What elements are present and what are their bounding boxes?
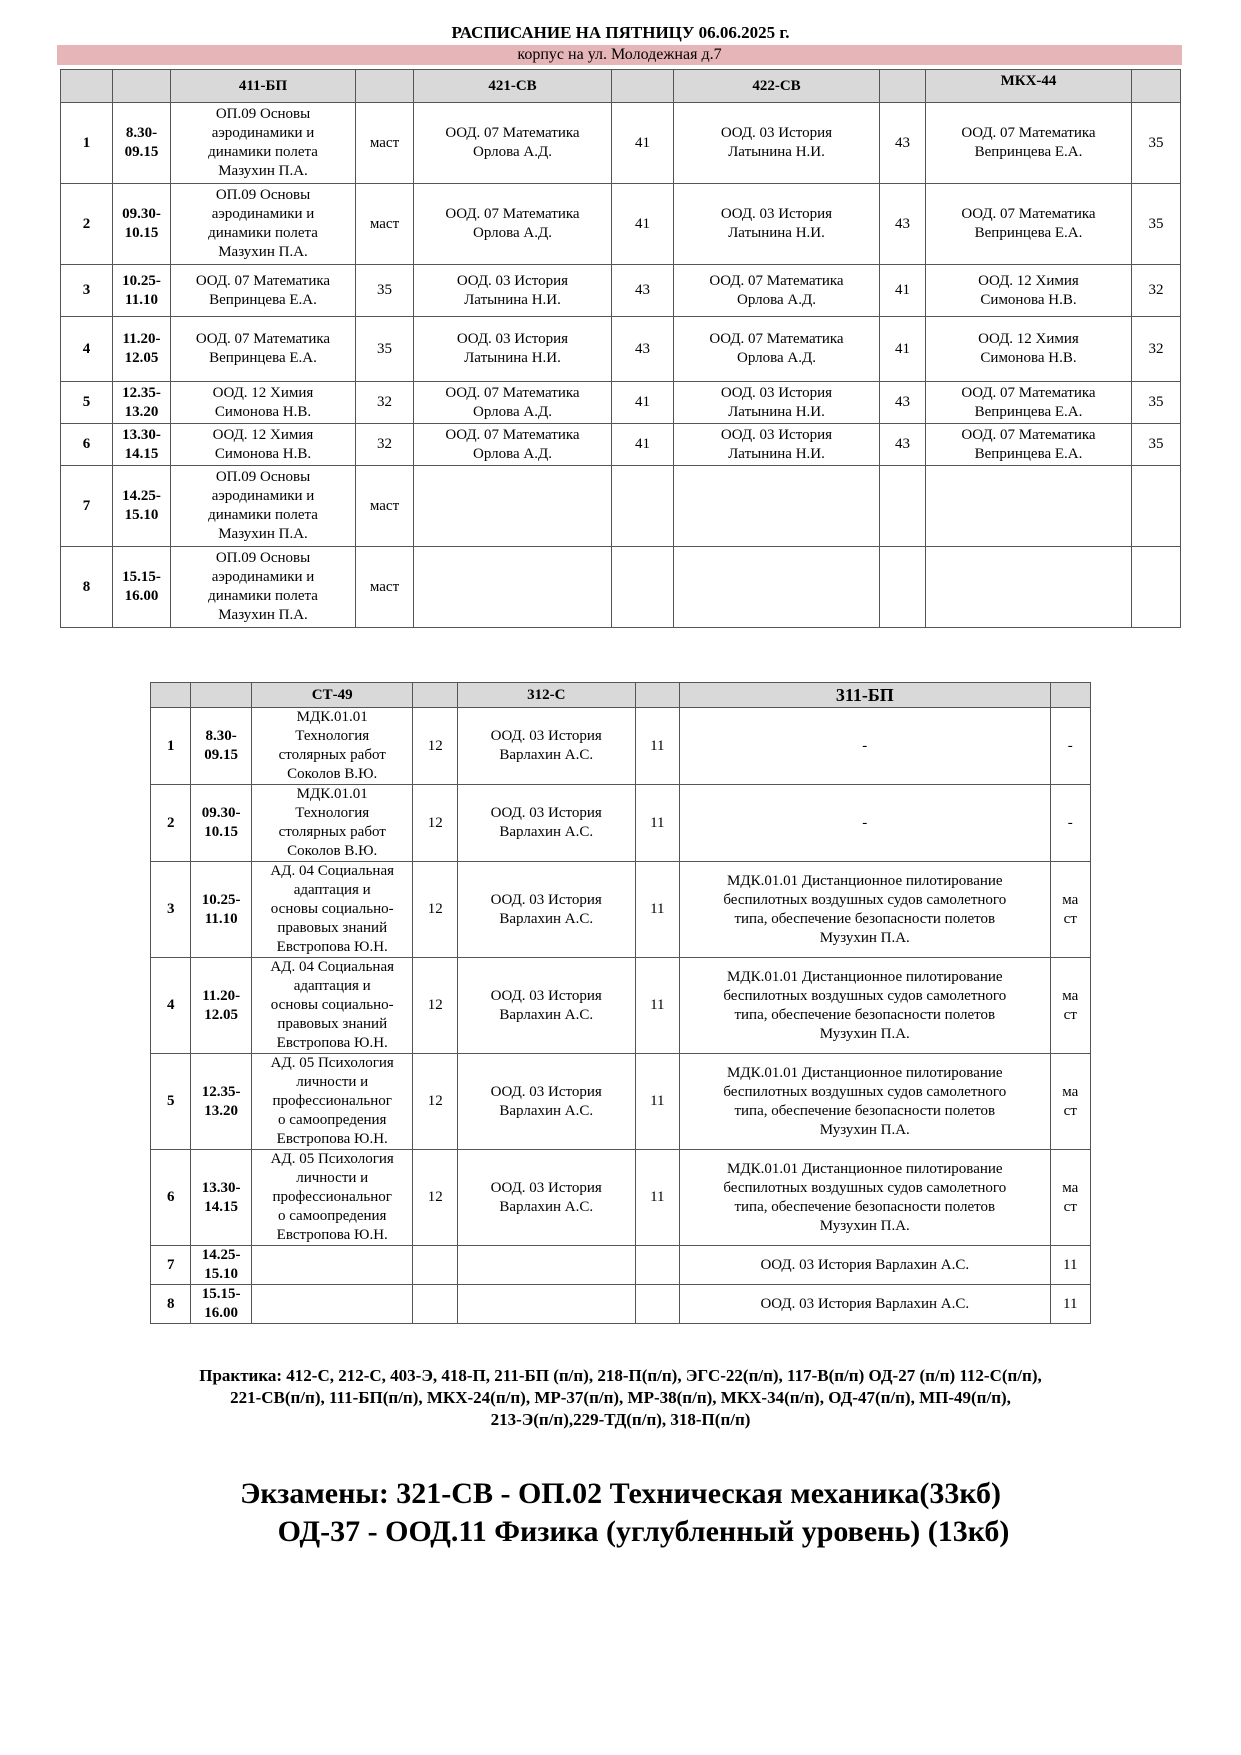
lesson-time: 15.15- 16.00: [113, 547, 171, 628]
subject-cell: [674, 547, 880, 628]
room-cell: 43: [612, 265, 674, 317]
subject-cell: ООД. 03 История Латынина Н.И.: [414, 265, 612, 317]
subject-cell: АД. 04 Социальная адаптация и основы социально- правовых знаний Евстропова Ю.Н.: [251, 862, 413, 958]
practice-line: Практика: 412-С, 212-С, 403-Э, 418-П, 211-БП (п/п), 218-П(п/п), ЭГС-22(п/п), 117-В(п/п) ОД-27 (п/п) 112-С(п/п),: [199, 1366, 1042, 1385]
lesson-number: 3: [61, 265, 113, 317]
subject-cell: ООД. 07 Математика Вепринцева Е.А.: [171, 265, 356, 317]
group-header: 312-С: [457, 683, 635, 708]
group-header: СТ-49: [251, 683, 413, 708]
schedule-row: [61, 184, 1181, 265]
schedule-row: [61, 424, 1181, 466]
lesson-time: 12.35- 13.20: [113, 382, 171, 424]
lesson-time: 09.30- 10.15: [191, 785, 252, 862]
schedule-row: [151, 1246, 1091, 1285]
room-cell: [1132, 547, 1181, 628]
subject-cell: [251, 1246, 413, 1285]
group-header: 411-БП: [171, 70, 356, 103]
room-cell: 12: [413, 958, 457, 1054]
room-cell: -: [1050, 708, 1090, 785]
subject-cell: АД. 05 Психология личности и профессиональног о самоопредения Евстропова Ю.Н.: [251, 1150, 413, 1246]
room-cell: 35: [1132, 184, 1181, 265]
schedule-table-main: [60, 69, 1181, 628]
schedule-row: [151, 1150, 1091, 1246]
lesson-number: 4: [151, 958, 191, 1054]
schedule-row: [61, 466, 1181, 547]
room-cell: 12: [413, 862, 457, 958]
room-cell: 41: [880, 317, 926, 382]
lesson-number: 5: [61, 382, 113, 424]
lesson-number: 1: [151, 708, 191, 785]
room-cell: -: [1050, 785, 1090, 862]
room-cell: 11: [1050, 1246, 1090, 1285]
subject-cell: -: [680, 708, 1051, 785]
lesson-number: 3: [151, 862, 191, 958]
group-header: МКХ-44: [926, 70, 1132, 103]
room-cell: [880, 466, 926, 547]
subject-cell: МДК.01.01 Технология столярных работ Соколов В.Ю.: [251, 785, 413, 862]
room-cell: [612, 466, 674, 547]
schedule-row: [151, 1054, 1091, 1150]
room-cell: маст: [356, 466, 414, 547]
subject-cell: ООД. 07 Математика Орлова А.Д.: [414, 424, 612, 466]
room-cell: 32: [356, 424, 414, 466]
room-cell: 11: [635, 958, 679, 1054]
room-cell: 43: [880, 382, 926, 424]
lesson-number: 1: [61, 103, 113, 184]
room-cell: 32: [356, 382, 414, 424]
room-cell: 43: [880, 184, 926, 265]
schedule-row: [151, 1285, 1091, 1324]
subject-cell: ООД. 12 Химия Симонова Н.В.: [171, 382, 356, 424]
room-cell: [635, 1246, 679, 1285]
schedule-row: [61, 103, 1181, 184]
room-cell: 35: [356, 265, 414, 317]
subject-cell: ООД. 03 История Варлахин А.С.: [457, 1150, 635, 1246]
room-cell: ма ст: [1050, 958, 1090, 1054]
room-cell: маст: [356, 103, 414, 184]
room-cell: 12: [413, 1150, 457, 1246]
lesson-time: 09.30- 10.15: [113, 184, 171, 265]
room-cell: ма ст: [1050, 1150, 1090, 1246]
room-cell: 11: [635, 1150, 679, 1246]
subject-cell: -: [680, 785, 1051, 862]
schedule-row: [151, 708, 1091, 785]
subject-cell: ООД. 03 История Латынина Н.И.: [674, 103, 880, 184]
subject-cell: [414, 547, 612, 628]
table-header-row: [61, 70, 1181, 103]
schedule-row: [151, 958, 1091, 1054]
exams-note: [60, 1475, 1181, 1551]
room-cell: 41: [880, 265, 926, 317]
subject-cell: ООД. 07 Математика Орлова А.Д.: [674, 317, 880, 382]
lesson-number: 6: [61, 424, 113, 466]
room-cell: 11: [635, 785, 679, 862]
lesson-number: 4: [61, 317, 113, 382]
subject-cell: ООД. 03 История Варлахин А.С.: [680, 1246, 1051, 1285]
room-cell: 35: [1132, 103, 1181, 184]
subject-cell: АД. 04 Социальная адаптация и основы социально- правовых знаний Евстропова Ю.Н.: [251, 958, 413, 1054]
lesson-time: 8.30- 09.15: [113, 103, 171, 184]
room-cell: 35: [1132, 424, 1181, 466]
room-cell: 35: [1132, 382, 1181, 424]
subject-cell: ООД. 07 Математика Орлова А.Д.: [414, 382, 612, 424]
room-cell: маст: [356, 547, 414, 628]
room-cell: [612, 547, 674, 628]
lesson-number: 8: [151, 1285, 191, 1324]
room-cell: 11: [635, 1054, 679, 1150]
practice-groups-note: [60, 1365, 1181, 1431]
room-cell: [880, 547, 926, 628]
subject-cell: ООД. 03 История Варлахин А.С.: [457, 708, 635, 785]
room-cell: [413, 1285, 457, 1324]
subject-cell: ООД. 03 История Латынина Н.И.: [674, 424, 880, 466]
room-cell: 32: [1132, 265, 1181, 317]
room-cell: 41: [612, 184, 674, 265]
subject-cell: МДК.01.01 Дистанционное пилотирование беспилотных воздушных судов самолетного типа, обеспечение безопасности полетов Музухин П.А.: [680, 1150, 1051, 1246]
subject-cell: ООД. 12 Химия Симонова Н.В.: [926, 317, 1132, 382]
lesson-time: 11.20- 12.05: [113, 317, 171, 382]
schedule-row: [61, 382, 1181, 424]
subject-cell: ООД. 12 Химия Симонова Н.В.: [171, 424, 356, 466]
room-cell: 35: [356, 317, 414, 382]
subject-cell: ООД. 03 История Варлахин А.С.: [457, 958, 635, 1054]
subject-cell: ООД. 03 История Латынина Н.И.: [414, 317, 612, 382]
subject-cell: МДК.01.01 Технология столярных работ Соколов В.Ю.: [251, 708, 413, 785]
lesson-time: 13.30- 14.15: [113, 424, 171, 466]
subject-cell: ООД. 03 История Варлахин А.С.: [457, 1054, 635, 1150]
subject-cell: ООД. 07 Математика Вепринцева Е.А.: [926, 424, 1132, 466]
subject-cell: ООД. 03 История Варлахин А.С.: [680, 1285, 1051, 1324]
schedule-row: [61, 547, 1181, 628]
exam-line: Экзамены: 321-СВ - ОП.02 Техническая механика(33кб): [240, 1477, 1001, 1510]
subject-cell: ОП.09 Основы аэродинамики и динамики полета Мазухин П.А.: [171, 466, 356, 547]
lesson-number: 6: [151, 1150, 191, 1246]
room-cell: 43: [612, 317, 674, 382]
room-cell: 43: [880, 424, 926, 466]
subject-cell: ООД. 07 Математика Вепринцева Е.А.: [926, 382, 1132, 424]
subject-cell: ООД. 03 История Варлахин А.С.: [457, 862, 635, 958]
subject-cell: МДК.01.01 Дистанционное пилотирование беспилотных воздушных судов самолетного типа, обеспечение безопасности полетов Музухин П.А.: [680, 1054, 1051, 1150]
subject-cell: ООД. 03 История Варлахин А.С.: [457, 785, 635, 862]
subject-cell: ООД. 07 Математика Орлова А.Д.: [414, 103, 612, 184]
room-cell: [635, 1285, 679, 1324]
schedule-table-secondary: [150, 682, 1091, 1324]
subject-cell: ООД. 07 Математика Орлова А.Д.: [414, 184, 612, 265]
subject-cell: [674, 466, 880, 547]
exam-line: ОД-37 - ООД.11 Физика (углубленный уровень) (13кб): [277, 1515, 1010, 1548]
subject-cell: ООД. 03 История Латынина Н.И.: [674, 382, 880, 424]
lesson-time: 14.25- 15.10: [191, 1246, 252, 1285]
subject-cell: ООД. 12 Химия Симонова Н.В.: [926, 265, 1132, 317]
lesson-number: 2: [61, 184, 113, 265]
subject-cell: АД. 05 Психология личности и профессиональног о самоопредения Евстропова Ю.Н.: [251, 1054, 413, 1150]
room-cell: 41: [612, 424, 674, 466]
room-cell: 32: [1132, 317, 1181, 382]
subject-cell: [251, 1285, 413, 1324]
subject-cell: [926, 547, 1132, 628]
subject-cell: МДК.01.01 Дистанционное пилотирование беспилотных воздушных судов самолетного типа, обеспечение безопасности полетов Музухин П.А.: [680, 958, 1051, 1054]
building-address-banner: корпус на ул. Молодежная д.7: [57, 45, 1182, 65]
room-cell: ма ст: [1050, 862, 1090, 958]
group-header: 311-БП: [680, 683, 1051, 708]
room-cell: 12: [413, 708, 457, 785]
lesson-time: 14.25- 15.10: [113, 466, 171, 547]
subject-cell: МДК.01.01 Дистанционное пилотирование беспилотных воздушных судов самолетного типа, обеспечение безопасности полетов Музухин П.А.: [680, 862, 1051, 958]
subject-cell: ОП.09 Основы аэродинамики и динамики полета Мазухин П.А.: [171, 184, 356, 265]
lesson-time: 10.25- 11.10: [191, 862, 252, 958]
lesson-number: 8: [61, 547, 113, 628]
lesson-time: 15.15- 16.00: [191, 1285, 252, 1324]
lesson-time: 12.35- 13.20: [191, 1054, 252, 1150]
subject-cell: ООД. 07 Математика Орлова А.Д.: [674, 265, 880, 317]
schedule-row: [151, 785, 1091, 862]
subject-cell: ООД. 07 Математика Вепринцева Е.А.: [926, 184, 1132, 265]
table-header-row: [151, 683, 1091, 708]
page-title: РАСПИСАНИЕ НА ПЯТНИЦУ 06.06.2025 г.: [451, 23, 790, 42]
room-cell: 11: [635, 708, 679, 785]
subject-cell: ОП.09 Основы аэродинамики и динамики полета Мазухин П.А.: [171, 103, 356, 184]
room-cell: 12: [413, 1054, 457, 1150]
practice-line: 221-СВ(п/п), 111-БП(п/п), МКХ-24(п/п), МР-37(п/п), МР-38(п/п), МКХ-34(п/п), ОД-47(п/п), МП-49(п/п),: [230, 1388, 1011, 1407]
room-cell: ма ст: [1050, 1054, 1090, 1150]
subject-cell: ООД. 07 Математика Вепринцева Е.А.: [926, 103, 1132, 184]
subject-cell: ОП.09 Основы аэродинамики и динамики полета Мазухин П.А.: [171, 547, 356, 628]
lesson-number: 7: [151, 1246, 191, 1285]
lesson-time: 11.20- 12.05: [191, 958, 252, 1054]
room-cell: [1132, 466, 1181, 547]
group-header: 421-СВ: [414, 70, 612, 103]
subject-cell: [414, 466, 612, 547]
subject-cell: [457, 1246, 635, 1285]
room-cell: 43: [880, 103, 926, 184]
lesson-number: 2: [151, 785, 191, 862]
room-cell: [413, 1246, 457, 1285]
subject-cell: [926, 466, 1132, 547]
room-cell: маст: [356, 184, 414, 265]
subject-cell: [457, 1285, 635, 1324]
lesson-number: 5: [151, 1054, 191, 1150]
lesson-time: 10.25- 11.10: [113, 265, 171, 317]
room-cell: 11: [1050, 1285, 1090, 1324]
subject-cell: ООД. 07 Математика Вепринцева Е.А.: [171, 317, 356, 382]
lesson-time: 8.30- 09.15: [191, 708, 252, 785]
subject-cell: ООД. 03 История Латынина Н.И.: [674, 184, 880, 265]
schedule-row: [61, 317, 1181, 382]
room-cell: 41: [612, 103, 674, 184]
room-cell: 11: [635, 862, 679, 958]
practice-line: 213-Э(п/п),229-ТД(п/п), 318-П(п/п): [490, 1410, 751, 1429]
schedule-row: [61, 265, 1181, 317]
room-cell: 12: [413, 785, 457, 862]
lesson-time: 13.30- 14.15: [191, 1150, 252, 1246]
group-header: 422-СВ: [674, 70, 880, 103]
room-cell: 41: [612, 382, 674, 424]
lesson-number: 7: [61, 466, 113, 547]
schedule-row: [151, 862, 1091, 958]
